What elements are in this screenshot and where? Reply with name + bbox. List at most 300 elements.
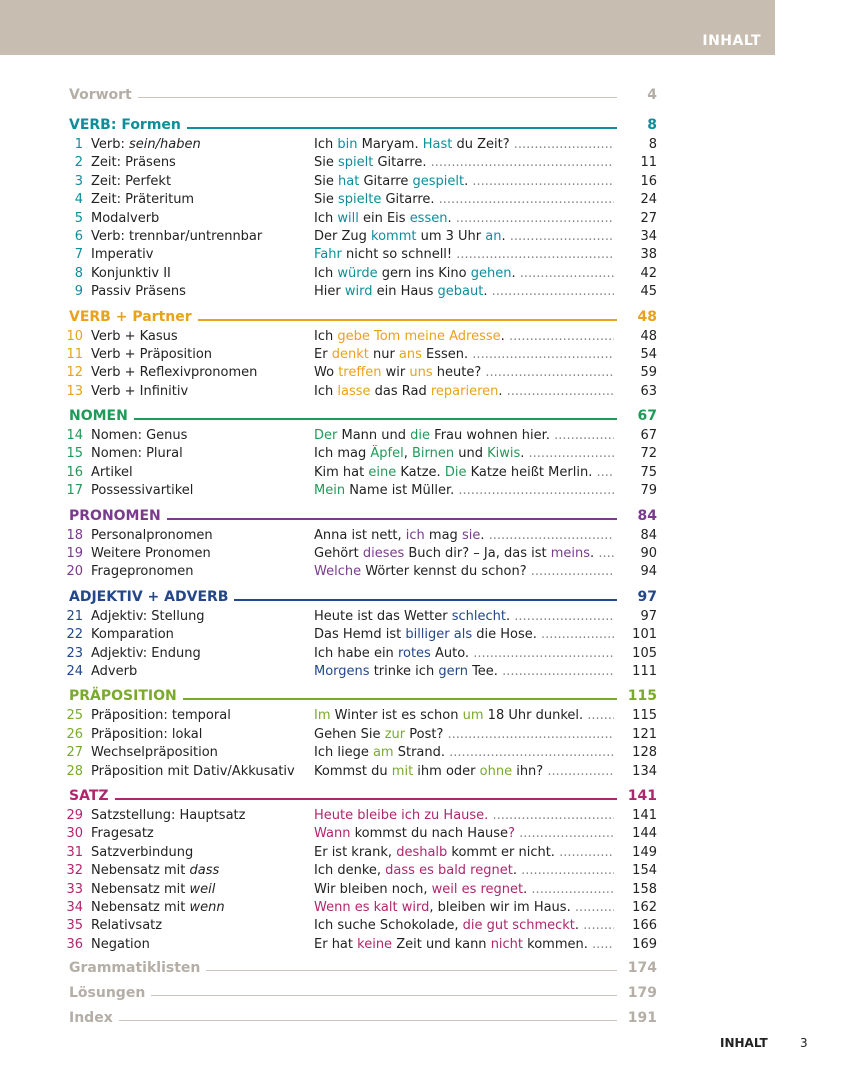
toc-item[interactable] xyxy=(66,763,657,781)
toc-item[interactable] xyxy=(69,228,657,246)
section-heading[interactable] xyxy=(69,681,657,707)
item-example xyxy=(314,645,614,663)
item-number: 36 xyxy=(66,936,83,952)
toc-item[interactable] xyxy=(66,608,657,626)
section-heading[interactable] xyxy=(69,501,657,527)
item-name-part: Nomen: Genus xyxy=(91,428,188,444)
toc-item[interactable] xyxy=(69,265,657,283)
item-example xyxy=(314,707,614,725)
example-part: Strand. xyxy=(393,745,446,761)
item-name xyxy=(91,173,171,191)
item-example xyxy=(314,663,614,681)
item-name xyxy=(91,917,162,935)
example-part: Wo xyxy=(314,365,339,381)
item-name-part: Konjunktiv II xyxy=(91,265,171,281)
item-name-part: Verb: trennbar/untrennbar xyxy=(91,228,263,244)
item-name-part: Zeit: Perfekt xyxy=(91,173,172,189)
example-part: Ich liege xyxy=(314,745,373,761)
example-part: sie xyxy=(461,527,481,543)
toc-item[interactable] xyxy=(66,807,657,825)
example-part: Anna ist nett, xyxy=(314,527,406,543)
item-name-part: Präposition: temporal xyxy=(91,708,231,724)
item-name-part: wenn xyxy=(189,899,225,915)
example-part: Ich xyxy=(314,210,338,226)
item-example xyxy=(314,173,614,191)
example-part: . xyxy=(523,881,528,897)
example-part: Frau wohnen hier. xyxy=(430,428,550,444)
item-number: 25 xyxy=(66,708,83,724)
item-page: 63 xyxy=(640,383,657,399)
item-number: 21 xyxy=(66,608,83,624)
entry-page: 174 xyxy=(627,960,657,977)
item-name-part: Nebensatz mit xyxy=(91,863,190,879)
item-example xyxy=(314,464,614,482)
item-page: 27 xyxy=(640,210,657,226)
item-name-part: Fragepronomen xyxy=(91,564,194,580)
item-example xyxy=(314,726,614,744)
example-part: . xyxy=(464,173,469,189)
section-title: NOMEN xyxy=(69,408,134,424)
example-part: meins xyxy=(550,546,591,562)
item-number: 5 xyxy=(74,210,83,226)
example-part: billiger als xyxy=(405,627,473,643)
example-part: Ich habe ein xyxy=(314,645,398,661)
item-name xyxy=(91,563,193,581)
item-example xyxy=(314,154,614,172)
example-part: deshalb xyxy=(396,844,448,860)
toc-item[interactable] xyxy=(69,173,657,191)
item-number: 9 xyxy=(74,284,83,300)
toc-item[interactable] xyxy=(66,328,657,346)
item-name-part: Satzverbindung xyxy=(91,844,194,860)
example-part: eine xyxy=(368,464,397,480)
example-part: du Zeit? xyxy=(452,137,510,152)
item-name-part: Nebensatz mit xyxy=(91,881,190,897)
example-part: Wenn es kalt wird xyxy=(314,899,430,915)
example-part: Heute bleibe ich zu Hause. xyxy=(314,807,489,823)
example-part: 18 Uhr dunkel. xyxy=(483,708,584,724)
toc-entry-vorwort[interactable] xyxy=(69,80,657,106)
section-heading[interactable] xyxy=(69,781,657,807)
header-tab xyxy=(0,0,775,55)
toc-item[interactable] xyxy=(66,626,657,644)
example-part: schlecht xyxy=(451,608,507,624)
toc-item[interactable] xyxy=(66,563,657,581)
item-name xyxy=(91,726,202,744)
section-title: VERB: Formen xyxy=(69,117,187,133)
example-part: Gehört xyxy=(314,546,363,562)
item-page: 97 xyxy=(640,608,657,624)
example-part: . xyxy=(590,546,595,562)
example-part: Ich xyxy=(314,383,338,399)
example-part: am xyxy=(372,745,394,761)
example-part: nur xyxy=(368,346,399,362)
entry-title: Lösungen xyxy=(69,985,151,1001)
item-example xyxy=(314,210,614,228)
item-number: 6 xyxy=(74,228,83,244)
example-part: gebe xyxy=(337,328,370,344)
item-page: 134 xyxy=(632,763,657,779)
toc-item[interactable] xyxy=(66,936,657,954)
item-page: 75 xyxy=(640,464,657,480)
example-part: . xyxy=(498,383,503,399)
item-name xyxy=(91,154,176,172)
item-name xyxy=(91,328,178,346)
example-part: . xyxy=(506,608,511,624)
example-part: Ich xyxy=(314,137,338,152)
section-page: 67 xyxy=(637,408,657,425)
item-number: 24 xyxy=(66,663,83,679)
toc-item[interactable] xyxy=(66,527,657,545)
example-part: Ich mag xyxy=(314,446,371,462)
item-name-part: Verb: xyxy=(91,137,129,152)
item-number: 1 xyxy=(74,137,83,152)
example-part: Katze heißt Merlin. xyxy=(466,464,593,480)
item-name-part: Verb + Kasus xyxy=(91,328,178,344)
item-name xyxy=(91,527,213,545)
item-name xyxy=(91,844,193,862)
item-example xyxy=(314,482,614,500)
toc-item[interactable] xyxy=(69,246,657,264)
item-page: 162 xyxy=(632,899,657,915)
section-title: VERB + Partner xyxy=(69,309,198,325)
example-part: gehen xyxy=(470,265,512,281)
example-part: Tom xyxy=(374,328,401,344)
section-heading[interactable] xyxy=(69,106,657,136)
toc-item[interactable] xyxy=(66,744,657,762)
example-part: bin xyxy=(337,137,358,152)
item-page: 72 xyxy=(640,446,657,462)
item-number: 17 xyxy=(66,483,83,499)
entry-title: Vorwort xyxy=(69,87,138,103)
item-page: 94 xyxy=(640,564,657,580)
item-page: 48 xyxy=(640,328,657,344)
item-number: 7 xyxy=(74,247,83,263)
toc-item[interactable] xyxy=(69,210,657,228)
footer-label: INHALT xyxy=(720,1036,768,1050)
example-part: kommt xyxy=(371,228,417,244)
example-part: ein Haus xyxy=(372,284,438,300)
item-example xyxy=(314,265,614,283)
item-name xyxy=(91,445,183,463)
item-number: 8 xyxy=(74,265,83,281)
example-part: dass es bald regnet xyxy=(385,863,513,879)
example-part: die xyxy=(410,428,431,444)
example-part: trinke ich xyxy=(369,663,439,679)
item-name-part: Zeit: Präsens xyxy=(91,155,176,171)
item-page: 169 xyxy=(632,936,657,952)
example-part: Der xyxy=(314,428,338,444)
item-number: 33 xyxy=(66,881,83,897)
section-rule xyxy=(69,418,617,420)
item-page: 144 xyxy=(632,826,657,842)
item-number: 13 xyxy=(66,383,83,399)
example-part: . xyxy=(574,918,580,934)
item-name xyxy=(91,265,171,283)
example-part: ihm oder xyxy=(413,763,480,779)
example-part: gebaut xyxy=(437,284,484,300)
example-part: Auto. xyxy=(430,645,470,661)
toc-item[interactable] xyxy=(69,191,657,209)
example-part: nicht so schnell! xyxy=(341,247,453,263)
example-part: Morgens xyxy=(314,663,370,679)
item-example xyxy=(314,807,614,825)
section-rule xyxy=(69,798,617,800)
example-part: Mann und xyxy=(337,428,411,444)
entry-title: Index xyxy=(69,1010,119,1026)
item-page: 154 xyxy=(632,863,657,879)
item-name-part: Adjektiv: Endung xyxy=(91,645,201,661)
example-part: kommt er nicht. xyxy=(447,844,555,860)
example-part: Gitarre. xyxy=(373,155,427,171)
toc-item[interactable] xyxy=(66,663,657,681)
example-part: zur xyxy=(384,726,406,742)
toc-entry-l-sungen[interactable] xyxy=(69,979,657,1004)
item-name xyxy=(91,246,153,264)
toc-item[interactable] xyxy=(66,364,657,382)
section-page: 8 xyxy=(647,117,657,133)
example-part: Post? xyxy=(405,726,444,742)
item-number: 34 xyxy=(66,899,83,915)
example-part: Wann xyxy=(314,826,351,842)
example-part: Essen. xyxy=(421,346,469,362)
item-name-part: dass xyxy=(189,863,220,879)
item-page: 24 xyxy=(640,192,657,208)
item-page: 101 xyxy=(632,627,657,643)
item-name-part: Adjektiv: Stellung xyxy=(91,608,205,624)
section-heading[interactable] xyxy=(69,401,657,427)
item-number: 16 xyxy=(66,464,83,480)
example-part: Ich suche Schokolade, xyxy=(314,918,463,934)
toc-item[interactable] xyxy=(69,136,657,154)
toc-item[interactable] xyxy=(66,899,657,917)
example-part: Sie xyxy=(314,173,338,189)
example-part: dieses xyxy=(362,546,405,562)
toc-item[interactable] xyxy=(66,917,657,935)
item-page: 8 xyxy=(648,137,657,152)
example-part: Ich xyxy=(314,328,338,344)
item-name xyxy=(91,645,201,663)
example-part: Winter ist es schon xyxy=(330,708,463,724)
item-name xyxy=(91,210,159,228)
item-name xyxy=(91,663,137,681)
toc-item[interactable] xyxy=(66,844,657,862)
toc-entry-grammatiklisten[interactable] xyxy=(69,954,657,979)
item-example xyxy=(314,563,614,581)
example-part: Gitarre xyxy=(359,173,413,189)
toc-entry-index[interactable] xyxy=(69,1004,657,1029)
toc-item[interactable] xyxy=(66,464,657,482)
example-part: die Hose. xyxy=(472,627,537,643)
example-part: mag xyxy=(424,527,462,543)
item-page: 45 xyxy=(640,284,657,300)
item-number: 11 xyxy=(66,346,83,362)
item-number: 26 xyxy=(66,726,83,742)
item-page: 166 xyxy=(632,918,657,934)
item-name xyxy=(91,936,150,954)
example-part: will xyxy=(337,210,359,226)
item-number: 28 xyxy=(66,763,83,779)
item-name-part: Possessivartikel xyxy=(91,483,194,499)
example-part: Wörter kennst du schon? xyxy=(361,564,527,580)
toc-item[interactable] xyxy=(66,825,657,843)
example-part: um 3 Uhr xyxy=(416,228,486,244)
example-part: keine xyxy=(357,936,393,952)
item-name-part: Wechselpräposition xyxy=(91,745,218,761)
section-heading[interactable] xyxy=(69,582,657,608)
example-part: ein Eis xyxy=(358,210,410,226)
section-page: 84 xyxy=(637,507,657,524)
section-title: PRÄPOSITION xyxy=(69,688,183,704)
item-number: 30 xyxy=(66,826,83,842)
item-page: 105 xyxy=(632,645,657,661)
example-part: . xyxy=(480,527,485,543)
toc-item[interactable] xyxy=(66,545,657,563)
toc-item[interactable] xyxy=(66,726,657,744)
example-part: gern xyxy=(438,663,468,679)
item-name-part: Fragesatz xyxy=(91,826,154,842)
example-part: Katze. xyxy=(396,464,445,480)
item-name-part: Nebensatz mit xyxy=(91,899,190,915)
item-number: 15 xyxy=(66,446,83,462)
item-name-part: Satzstellung: Hauptsatz xyxy=(91,807,246,823)
example-part: Zeit und kann xyxy=(392,936,491,952)
example-part: das Rad xyxy=(370,383,431,399)
item-number: 4 xyxy=(74,192,83,208)
page-footer xyxy=(720,1036,808,1050)
item-page: 149 xyxy=(632,844,657,860)
item-name-part: Weitere Pronomen xyxy=(91,546,211,562)
item-number: 20 xyxy=(66,564,83,580)
section-heading[interactable] xyxy=(69,302,657,328)
item-example xyxy=(314,527,614,545)
item-page: 34 xyxy=(640,228,657,244)
item-example xyxy=(314,862,614,880)
example-part: denkt xyxy=(331,346,369,362)
example-part: an xyxy=(485,228,502,244)
item-page: 42 xyxy=(640,265,657,281)
item-page: 16 xyxy=(640,173,657,189)
example-part: ihn? xyxy=(512,763,544,779)
toc-item[interactable] xyxy=(66,482,657,500)
item-name xyxy=(91,228,262,246)
toc-item[interactable] xyxy=(66,862,657,880)
toc-item[interactable] xyxy=(66,383,657,401)
item-name xyxy=(91,427,187,445)
example-part: Der Zug xyxy=(314,228,372,244)
example-part: Er xyxy=(314,346,332,362)
item-page: 67 xyxy=(640,428,657,444)
item-example xyxy=(314,427,614,445)
example-part: spielt xyxy=(338,155,374,171)
item-name-part: Zeit: Präteritum xyxy=(91,192,195,208)
item-name xyxy=(91,763,295,781)
section-page: 115 xyxy=(627,688,657,705)
item-number: 31 xyxy=(66,844,83,860)
toc-item[interactable] xyxy=(66,645,657,663)
item-example xyxy=(314,136,614,154)
item-name xyxy=(91,707,231,725)
item-page: 90 xyxy=(640,546,657,562)
item-number: 2 xyxy=(74,155,83,171)
item-example xyxy=(314,844,614,862)
item-name-part: Adverb xyxy=(91,663,138,679)
example-part: mit xyxy=(391,763,414,779)
item-name-part: Verb + Präposition xyxy=(91,346,213,362)
section-page: 141 xyxy=(627,787,657,804)
item-name xyxy=(91,807,245,825)
leader-line xyxy=(69,97,617,98)
header-tab-label: INHALT xyxy=(702,33,761,49)
item-name-part: Präposition mit Dativ/Akkusativ xyxy=(91,763,295,779)
item-number: 19 xyxy=(66,546,83,562)
item-name-part: Verb + Infinitiv xyxy=(91,383,189,399)
section-page: 48 xyxy=(637,308,657,325)
example-part: würde xyxy=(337,265,378,281)
item-page: 111 xyxy=(632,663,657,679)
toc-item[interactable] xyxy=(69,154,657,172)
example-part: treffen xyxy=(338,365,382,381)
item-example xyxy=(314,881,614,899)
example-part: Name ist Müller. xyxy=(345,483,455,499)
example-part: Gitarre. xyxy=(381,192,435,208)
item-number: 14 xyxy=(66,428,83,444)
item-name-part: Negation xyxy=(91,936,150,952)
example-part: Heute ist das Wetter xyxy=(314,608,452,624)
item-number: 12 xyxy=(66,365,83,381)
example-part: ? xyxy=(508,826,515,842)
toc-item[interactable] xyxy=(66,707,657,725)
example-part: essen xyxy=(409,210,448,226)
example-part: wird xyxy=(344,284,373,300)
item-example xyxy=(314,191,614,209)
item-number: 29 xyxy=(66,807,83,823)
example-part: . xyxy=(500,328,505,344)
item-name xyxy=(91,744,218,762)
item-name xyxy=(91,608,205,626)
toc-item[interactable] xyxy=(66,881,657,899)
table-of-contents xyxy=(66,80,657,1029)
example-part: ohne xyxy=(479,763,513,779)
item-name xyxy=(91,191,194,209)
entry-page: 4 xyxy=(647,87,657,103)
item-name-part: Modalverb xyxy=(91,210,160,226)
item-name xyxy=(91,364,257,382)
example-part: meine Adresse xyxy=(404,328,501,344)
toc-item[interactable] xyxy=(66,427,657,445)
item-name-part: sein/haben xyxy=(129,137,201,152)
toc-item[interactable] xyxy=(69,283,657,301)
example-part: Sie xyxy=(314,155,338,171)
example-part: Welche xyxy=(314,564,362,580)
item-name xyxy=(91,464,133,482)
toc-item[interactable] xyxy=(66,445,657,463)
example-part: spielte xyxy=(338,192,382,208)
item-name-part: Passiv Präsens xyxy=(91,284,186,300)
example-part: . xyxy=(501,228,506,244)
item-name-part: Verb + Reflexivpronomen xyxy=(91,365,258,381)
example-part: , xyxy=(403,446,412,462)
example-part: Kommst du xyxy=(314,763,392,779)
example-part: uns xyxy=(409,365,433,381)
toc-item[interactable] xyxy=(66,346,657,364)
item-example xyxy=(314,283,614,301)
example-part: Buch dir? – Ja, das ist xyxy=(404,546,551,562)
example-part: Die xyxy=(444,464,467,480)
example-part: Hier xyxy=(314,284,345,300)
example-part: um xyxy=(462,708,484,724)
item-page: 11 xyxy=(640,155,657,171)
